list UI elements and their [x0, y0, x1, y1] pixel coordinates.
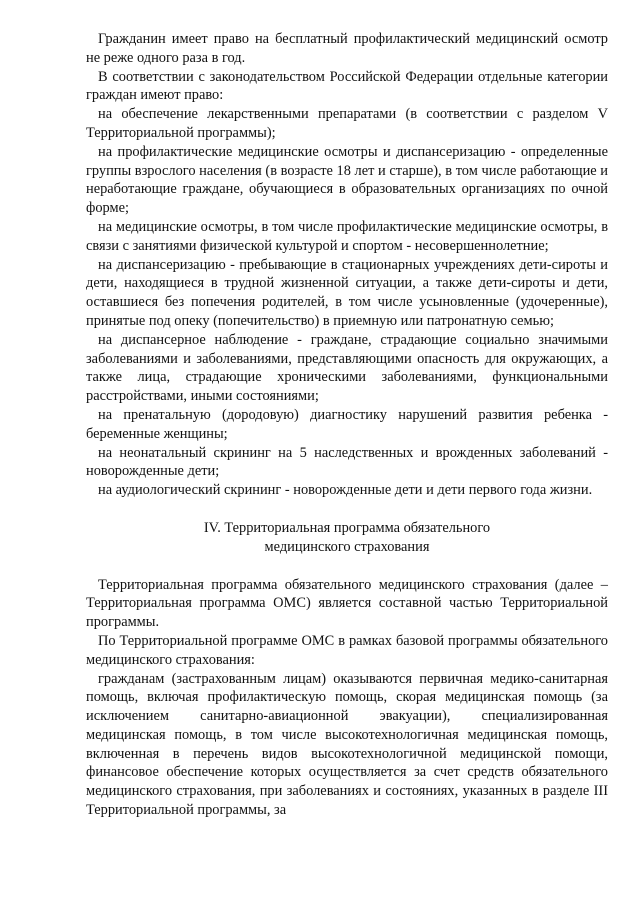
paragraph-preventive-exams: на профилактические медицинские осмотры и диспансеризацию - определенные группы взрослого населения (в возрасте 18 лет и старше), в том числе работающие и неработающие граждане, обучающиеся в образовательных организациях по очной форме;: [86, 143, 608, 217]
paragraph-prenatal-diagnostics: на пренатальную (дородовую) диагностику нарушений развития ребенка - беременные женщины;: [86, 406, 608, 442]
section-heading-line1: IV. Территориальная программа обязательного: [203, 519, 491, 536]
paragraph-oms-basic-program: По Территориальной программе ОМС в рамках базовой программы обязательного медицинского страхования:: [86, 632, 608, 668]
paragraph-right-to-checkup: Гражданин имеет право на бесплатный профилактический медицинский осмотр не реже одного раза в год.: [86, 31, 608, 66]
section-heading-line2: медицинского страхования: [264, 538, 430, 555]
paragraph-orphans-screening: на диспансеризацию - пребывающие в стационарных учреждениях дети-сироты и дети, находящиеся в трудной жизненной ситуации, а также дети-сироты и дети, оставшиеся без попечения родителей, в том числе усыновленные (удочеренные), принятые под опеку (попечительство) в приемную или патронатную семью;: [86, 256, 608, 329]
paragraph-dispensary-observation: на диспансерное наблюдение - граждане, страдающие социально значимыми заболеваниями и заболеваниями, представляющими опасность для окружающих, а также лица, страдающие хроническими заболеваниями, функциональными расстройствами, иными состояниями;: [86, 331, 608, 405]
paragraph-oms-program-definition: Территориальная программа обязательного медицинского страхования (далее – Территориальная программа ОМС) является составной частью Территориальной программы.: [86, 576, 608, 631]
paragraph-sports-exams: на медицинские осмотры, в том числе профилактические медицинские осмотры, в связи с занятиями физической культурой и спортом - несовершеннолетние;: [86, 218, 608, 254]
section-heading: [86, 519, 608, 557]
paragraph-neonatal-screening: на неонатальный скрининг на 5 наследственных и врожденных заболеваний - новорожденные дети;: [86, 444, 608, 480]
paragraph-insured-persons-care: гражданам (застрахованным лицам) оказываются первичная медико-санитарная помощь, включая профилактическую помощь, скорая медицинская помощь (за исключением санитарно-авиационной эвакуации), специализированная медицинская помощь, в том числе высокотехнологичная медицинская помощь, включенная в перечень видов высокотехнологичной медицинской помощи, финансовое обеспечение которых осуществляется за счет средств обязательного медицинского страхования, при заболеваниях и состояниях, указанных в разделе III Территориальной программы, за: [86, 670, 608, 819]
paragraph-medicines: на обеспечение лекарственными препаратами (в соответствии с разделом V Территориальной программы);: [86, 106, 608, 141]
paragraph-audiological-screening: на аудиологический скрининг - новорожденные дети и дети первого года жизни.: [98, 482, 593, 499]
paragraph-categories-intro: В соответствии с законодательством Российской Федерации отдельные категории граждан имеют право:: [86, 68, 608, 104]
